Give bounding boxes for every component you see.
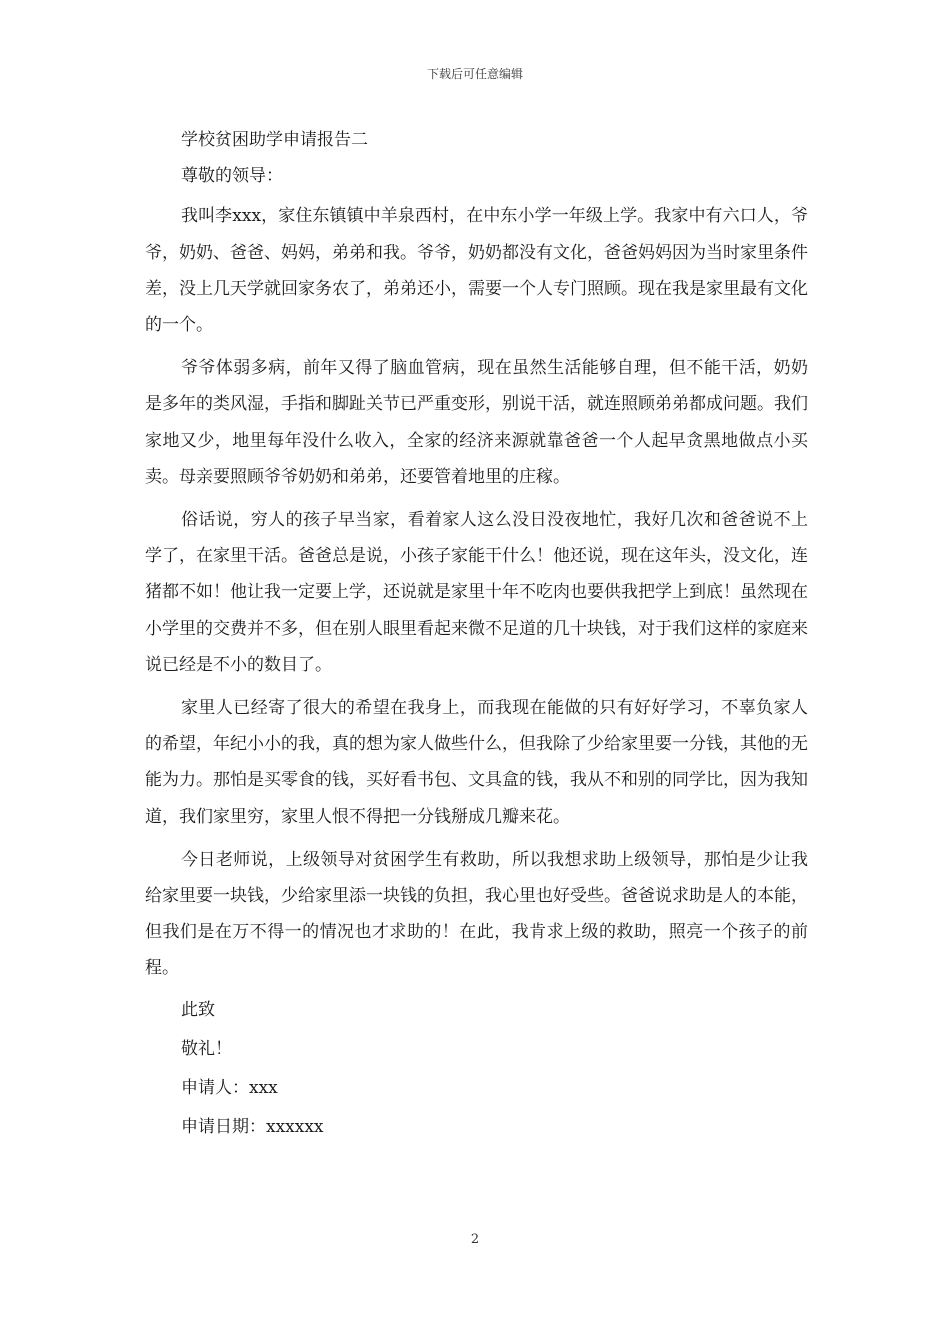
page-number: 2 [470,1232,480,1247]
closing-regards: 此致 [181,999,215,1020]
paragraph-1: 我叫李xxx，家住东镇镇中羊泉西村，在中东小学一年级上学。我家中有六口人，爷爷，奶奶、爸爸、妈妈，弟弟和我。爷爷，奶奶都没有文化，爸爸妈妈因为当时家里条件差，没上几天学就回家务农了，弟弟还小，需要一个人专门照顾。现在我是家里最有文化的一个。 [145,206,808,336]
paragraph-5: 今日老师说，上级领导对贫困学生有救助，所以我想求助上级领导，那怕是少让我给家里要一块钱，少给家里添一块钱的负担，我心里也好受些。爸爸说求助是人的本能，但我们是在万不得一的情况也才求助的！在此，我肯求上级的救助，照亮一个孩子的前程。 [145,849,808,979]
paragraph-4: 家里人已经寄了很大的希望在我身上，而我现在能做的只有好好学习，不辜负家人的希望，年纪小小的我，真的想为家人做些什么，但我除了少给家里要一分钱，其他的无能为力。那怕是买零食的钱，买好看书包、文具盒的钱，我从不和别的同学比，因为我知道，我们家里穷，家里人恨不得把一分钱掰成几瓣来花。 [145,698,808,827]
paragraph-3: 俗话说，穷人的孩子早当家，看着家人这么没日没夜地忙，我好几次和爸爸说不上学了，在家里干活。爸爸总是说，小孩子家能干什么！他还说，现在这年头，没文化，连猪都不如！他让我一定要上学，还说就是家里十年不吃肉也要供我把学上到底！虽然现在小学里的交费并不多，但在别人眼里看起来微不足道的几十块钱，对于我们这样的家庭来说已经是不小的数目了。 [145,510,808,675]
salutation: 尊敬的领导： [181,166,283,187]
document-title: 学校贫困助学申请报告二 [181,130,368,150]
page-header: 下载后可任意编辑 [426,67,523,81]
closing-salute: 敬礼！ [181,1038,232,1059]
document-body [145,126,808,1150]
paragraph-2: 爷爷体弱多病，前年又得了脑血管病，现在虽然生活能够自理，但不能干活，奶奶是多年的类风湿，手指和脚趾关节已严重变形，别说干活，就连照顾弟弟都成问题。我们家地又少，地里每年没什么收入，全家的经济来源就靠爸爸一个人起早贪黑地做点小买卖。母亲要照顾爷爷奶奶和弟弟，还要管着地里的庄稼。 [145,358,808,487]
application-date: 申请日期：xxxxxx [181,1116,324,1137]
applicant-line: 申请人：xxx [181,1077,278,1098]
